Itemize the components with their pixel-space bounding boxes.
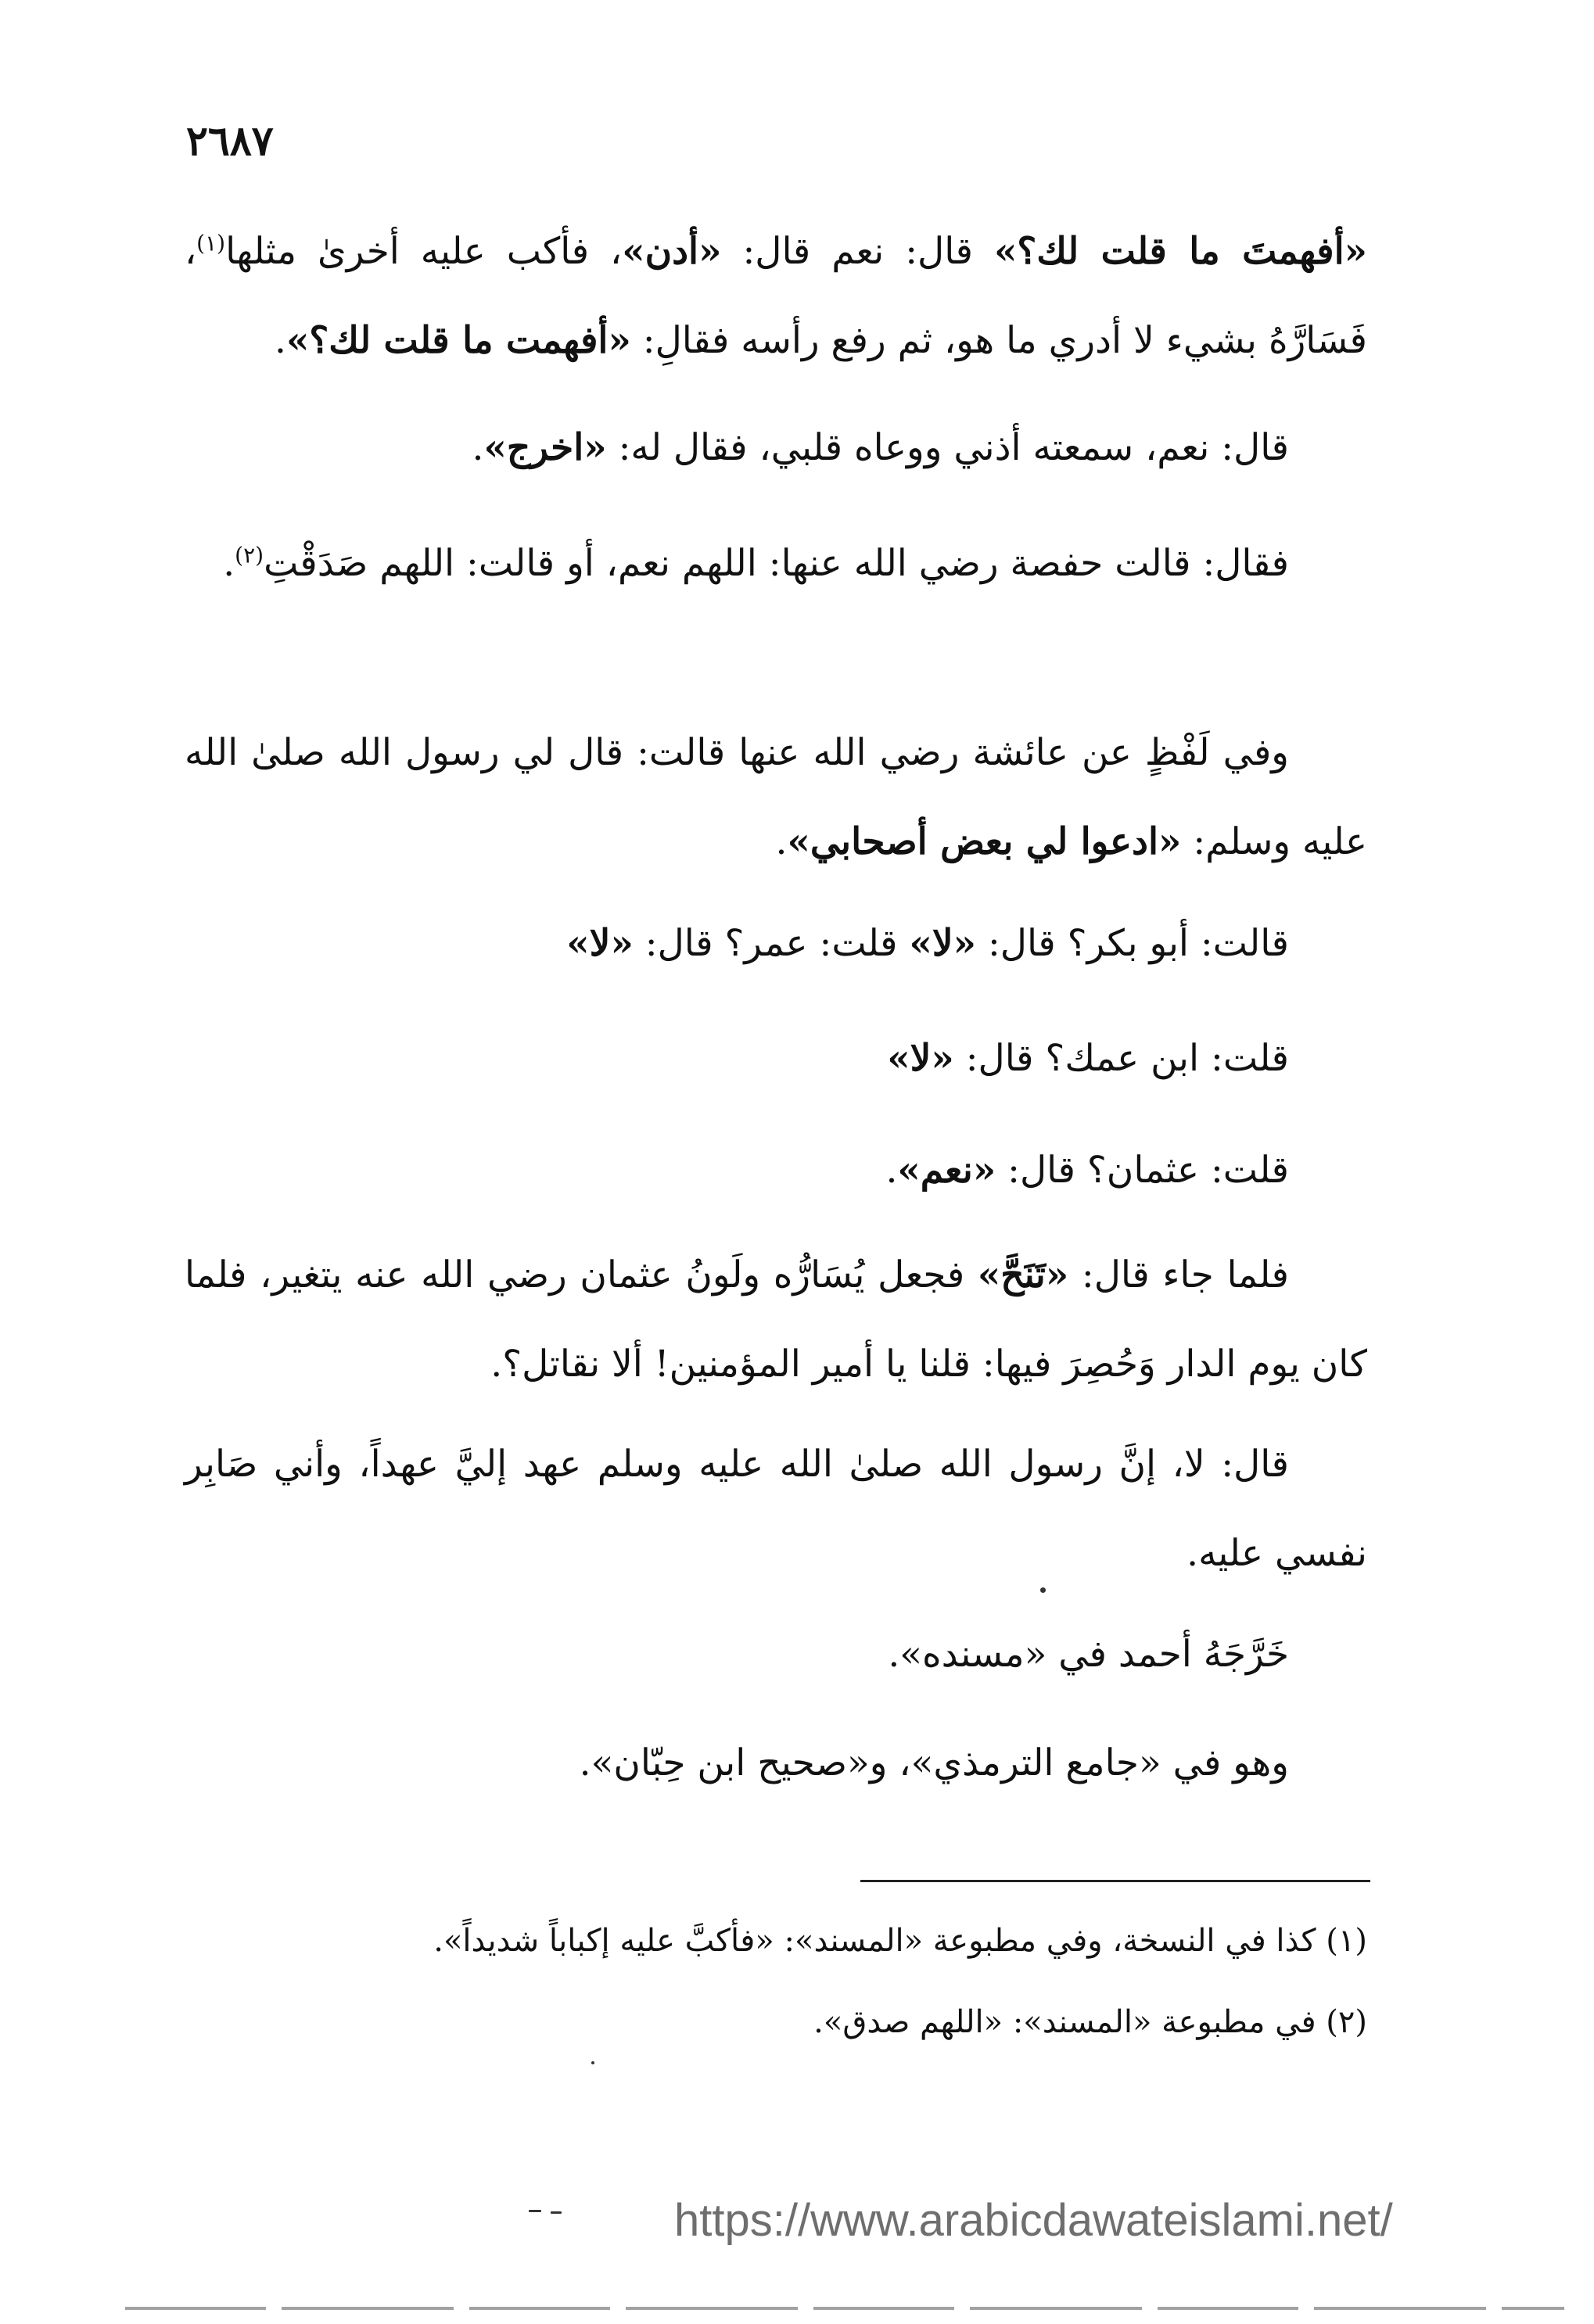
scan-edge bbox=[125, 2307, 1564, 2310]
paragraph bbox=[185, 1231, 1367, 1409]
text-run: قال: نعم، سمعته أذني ووعاه قلبي، فقال له: bbox=[606, 426, 1289, 469]
quoted-speech: «ادعوا لي بعض أصحابي» bbox=[787, 820, 1182, 863]
text-run: قلت: ابن عمك؟ قال: bbox=[953, 1037, 1289, 1080]
quoted-speech: «لا» bbox=[566, 922, 634, 965]
footnote-marker: (١) bbox=[196, 230, 226, 256]
text-run: وهو في «جامع الترمذي»، و«صحيح ابن حِبّان». bbox=[579, 1741, 1289, 1784]
text-run: . bbox=[775, 820, 788, 863]
text-run: ، فَسَارَّهُ بشيء لا أدري ما هو، ثم رفع رأسه فقالِ: bbox=[185, 230, 1367, 362]
paragraph bbox=[185, 1610, 1367, 1699]
text-run: . bbox=[274, 319, 286, 362]
text-run: قلت: عثمان؟ قال: bbox=[996, 1149, 1289, 1192]
paragraph bbox=[185, 519, 1367, 608]
text-run: فجعل يُسَارُّه ولَونُ عثمان رضي الله عنه يتغير، فلما كان يوم الدار وَحُصِرَ فيها: قلنا يا أمير المؤمنين! ألا نقاتل؟. bbox=[185, 1253, 1367, 1386]
text-run: قال: نعم قال: bbox=[721, 230, 994, 273]
paragraph bbox=[185, 1719, 1367, 1808]
paragraph bbox=[185, 708, 1367, 887]
text-run: قالت: أبو بكر؟ قال: bbox=[976, 922, 1289, 965]
paragraph bbox=[185, 1126, 1367, 1215]
paragraph bbox=[185, 403, 1367, 493]
text-run: قلت: عمر؟ قال: bbox=[633, 922, 910, 965]
scan-speck bbox=[591, 2061, 594, 2064]
footnote-separator bbox=[860, 1880, 1370, 1882]
page-number: ٢٦٨٧ bbox=[186, 117, 274, 165]
text-run: . bbox=[223, 542, 235, 585]
watermark: https://www.arabicdawateislami.net/ bbox=[674, 2195, 1393, 2246]
quoted-speech: «أدن» bbox=[622, 230, 722, 273]
scan-speck bbox=[529, 2210, 541, 2212]
quoted-speech: «لا» bbox=[909, 922, 977, 965]
text-run: فلما جاء قال: bbox=[1068, 1253, 1289, 1296]
paragraph bbox=[185, 899, 1367, 988]
text-run: ، فأكب عليه أخرىٰ مثلها bbox=[225, 230, 623, 273]
scan-speck bbox=[1040, 1587, 1046, 1593]
paragraph bbox=[185, 207, 1367, 386]
quoted-speech: «اخرج» bbox=[483, 426, 607, 469]
quoted-speech: «تَنَحَّ» bbox=[977, 1253, 1069, 1296]
text-run: وفي لَفْظٍ عن عائشة رضي الله عنها قالت: قال لي رسول الله صلىٰ الله عليه وسلم: bbox=[185, 731, 1367, 863]
paragraph bbox=[185, 1014, 1367, 1103]
quoted-speech: «أفهمت ما قلت لك؟» bbox=[285, 319, 631, 362]
text-run: قال: لا، إنَّ رسول الله صلىٰ الله عليه وسلم عهد إليَّ عهداً، وأني صَابِر نفسي عليه. bbox=[185, 1443, 1367, 1575]
scan-speck bbox=[551, 2211, 562, 2214]
paragraph bbox=[185, 1420, 1367, 1598]
footnote-marker: (٢) bbox=[235, 542, 264, 568]
text-run: خَرَّجَهُ أحمد في «مسنده». bbox=[888, 1633, 1289, 1676]
text-run: . bbox=[885, 1149, 898, 1192]
quoted-speech: «أفهمتَ ما قلت لك؟» bbox=[993, 230, 1367, 273]
quoted-speech: «نعم» bbox=[897, 1149, 996, 1192]
text-run: فقال: قالت حفصة رضي الله عنها: اللهم نعم، أو قالت: اللهم صَدَقْتِ bbox=[264, 542, 1289, 585]
text-run: . bbox=[472, 426, 484, 469]
footnote: (١) كذا في النسخة، وفي مطبوعة «المسند»: «فأكبَّ عليه إكباباً شديداً». bbox=[433, 1923, 1367, 1959]
quoted-speech: «لا» bbox=[887, 1037, 954, 1080]
footnote: (٢) في مطبوعة «المسند»: «اللهم صدق». bbox=[813, 2004, 1367, 2040]
